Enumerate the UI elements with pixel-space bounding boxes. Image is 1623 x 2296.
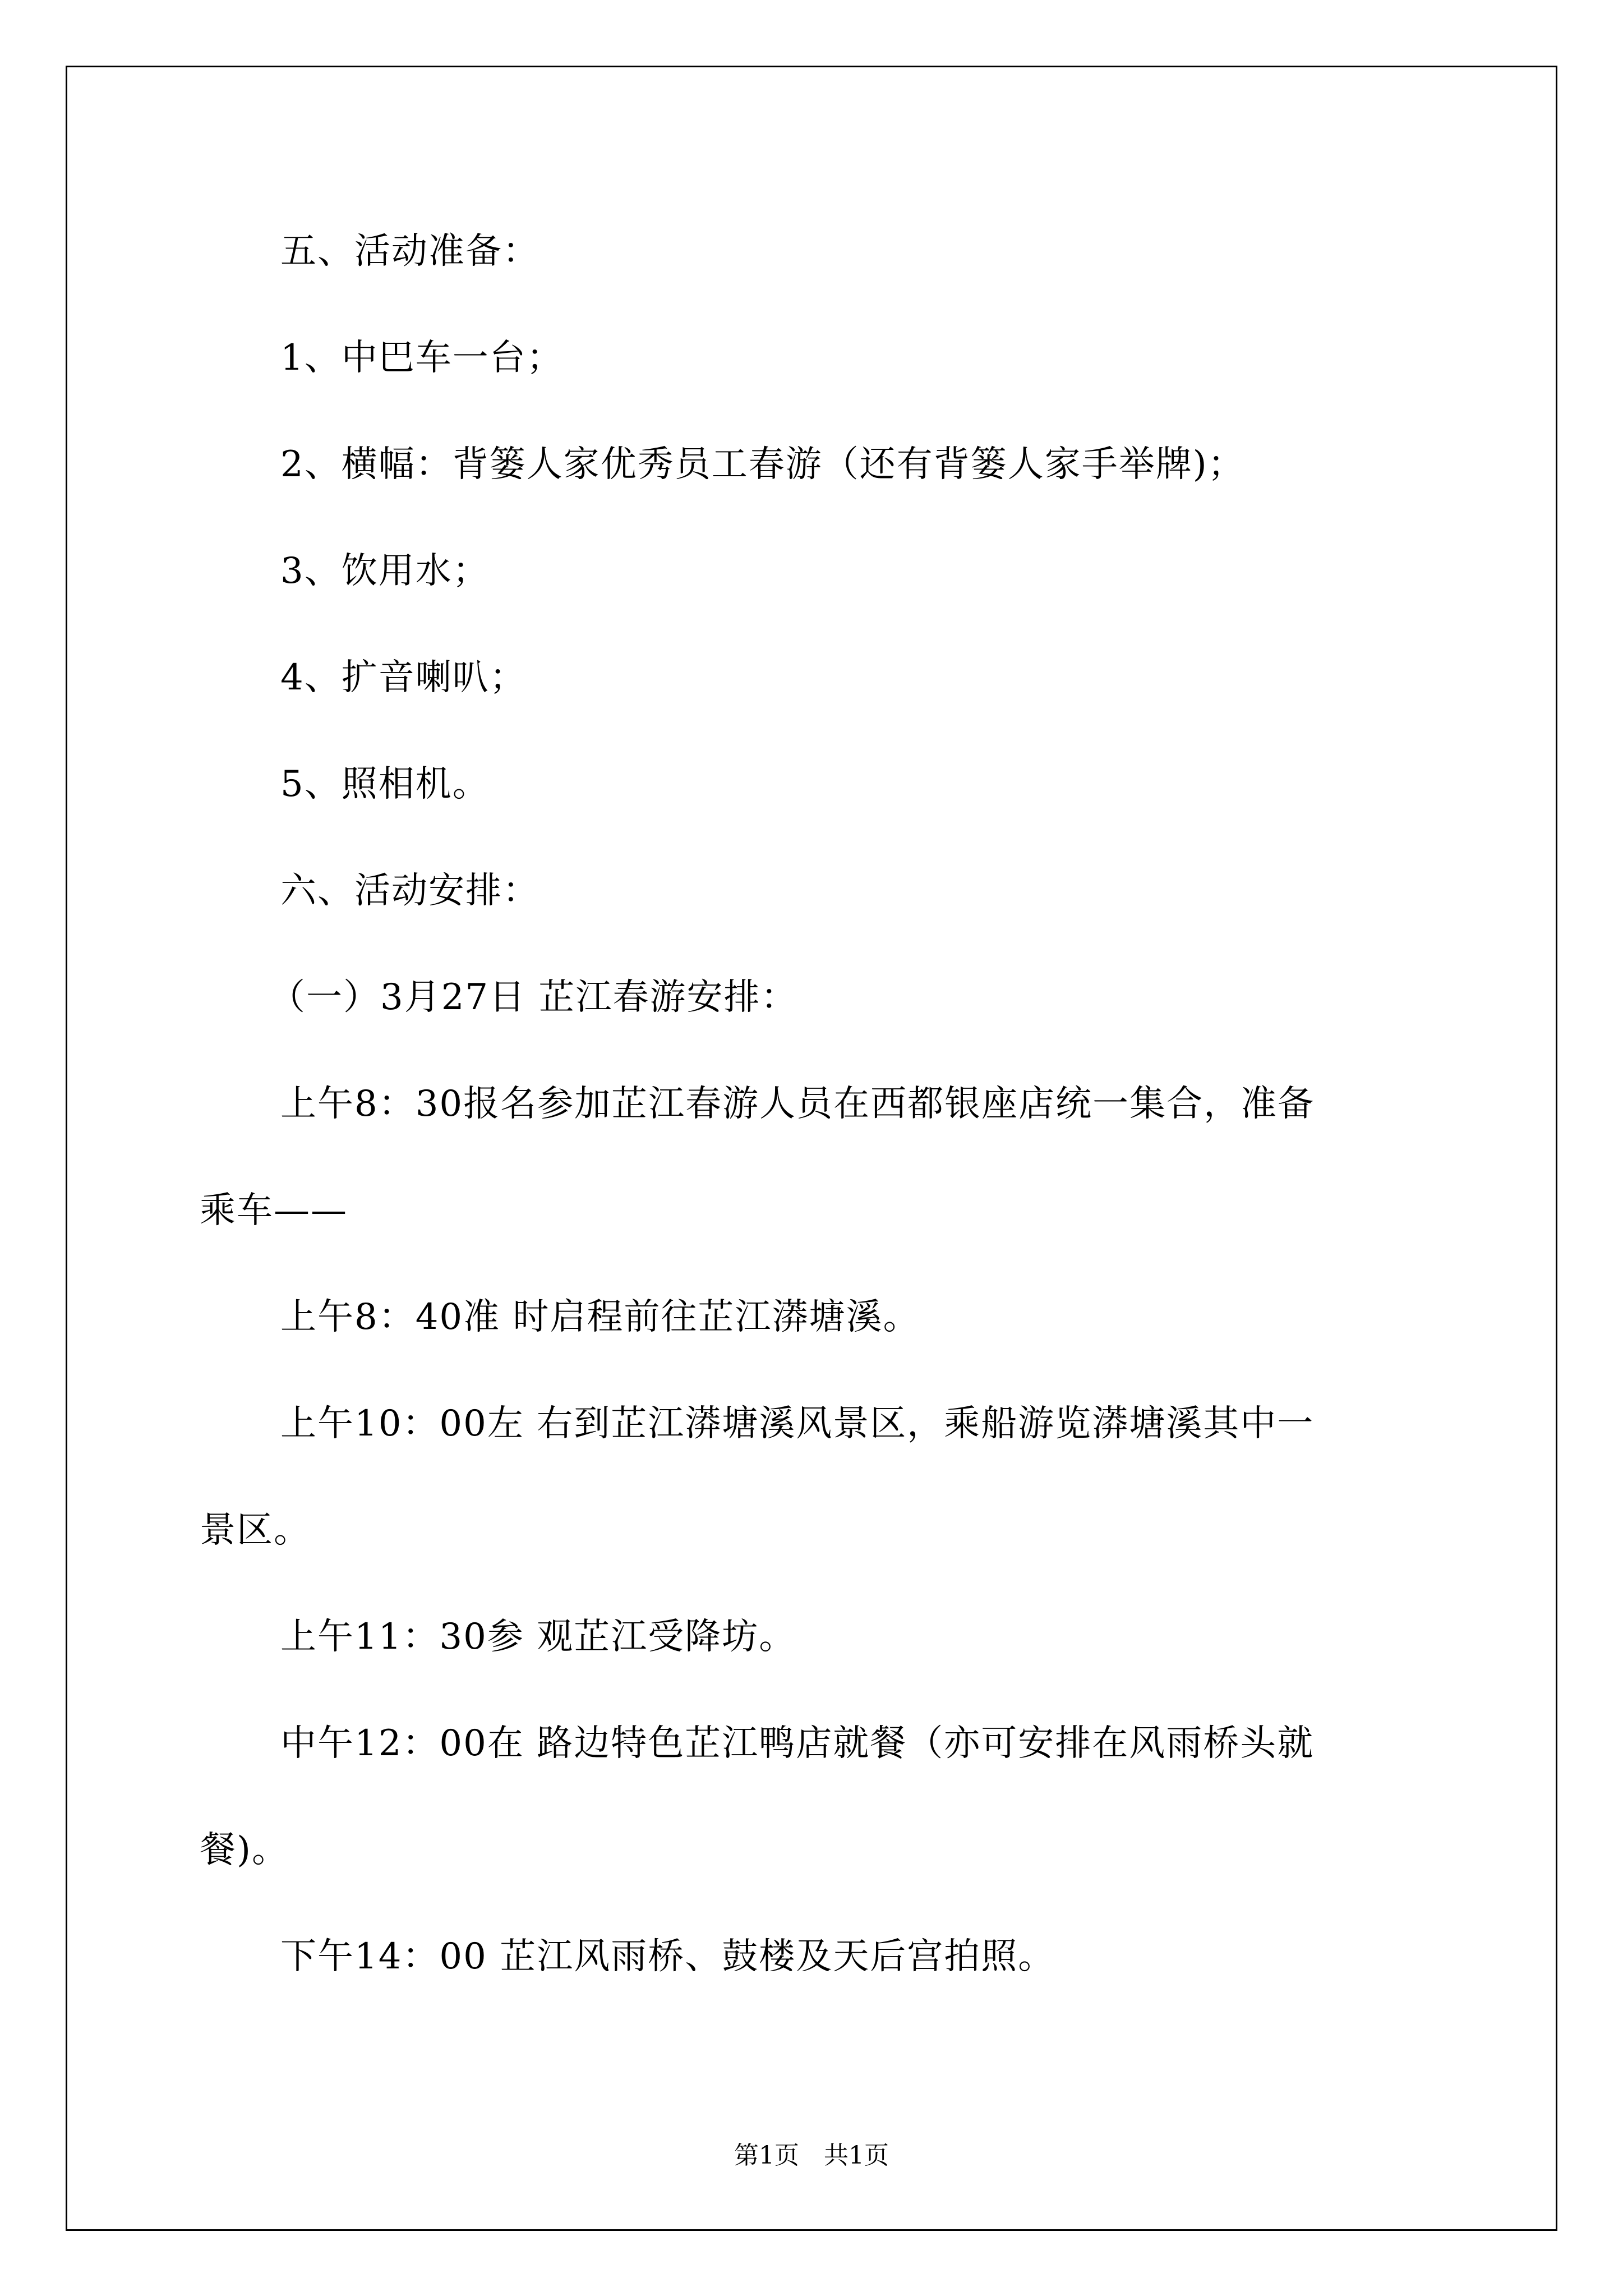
prep-item-4: 4、扩音喇叭； (280, 657, 527, 698)
schedule-entry-1200: 中午12：00在 路边特色芷江鸭店就餐（亦可安排在风雨桥头就 (280, 1723, 1315, 1764)
schedule-subheading: （一）3月27日 芷江春游安排： (269, 977, 798, 1018)
schedule-entry-0840: 上午8：40准 时启程前往芷江漭塘溪。 (280, 1296, 920, 1338)
schedule-entry-1000-cont: 景区。 (200, 1510, 311, 1551)
schedule-entry-1130: 上午11：30参 观芷江受降坊。 (280, 1616, 796, 1658)
prep-item-3: 3、饮用水； (280, 550, 490, 592)
schedule-entry-1000: 上午10：00左 右到芷江漭塘溪风景区，乘船游览漭塘溪其中一 (280, 1403, 1315, 1444)
prep-item-1: 1、中巴车一台； (280, 337, 564, 379)
page-number-footer: 第1页 共1页 (734, 2141, 889, 2170)
schedule-entry-0830-cont: 乘车—— (200, 1190, 348, 1231)
prep-item-5: 5、照相机。 (280, 763, 490, 805)
schedule-entry-1200-cont: 餐)。 (200, 1829, 289, 1871)
schedule-entry-0830: 上午8：30报名参加芷江春游人员在西都银座店统一集合，准备 (280, 1083, 1315, 1125)
heading-preparation: 五、活动准备： (280, 231, 540, 272)
schedule-entry-1400: 下午14：00 芷江风雨桥、鼓楼及天后宫拍照。 (280, 1936, 1055, 1977)
page-border (66, 66, 1557, 2231)
prep-item-2: 2、横幅：背篓人家优秀员工春游（还有背篓人家手举牌)； (280, 444, 1245, 485)
heading-schedule: 六、活动安排： (280, 870, 540, 912)
